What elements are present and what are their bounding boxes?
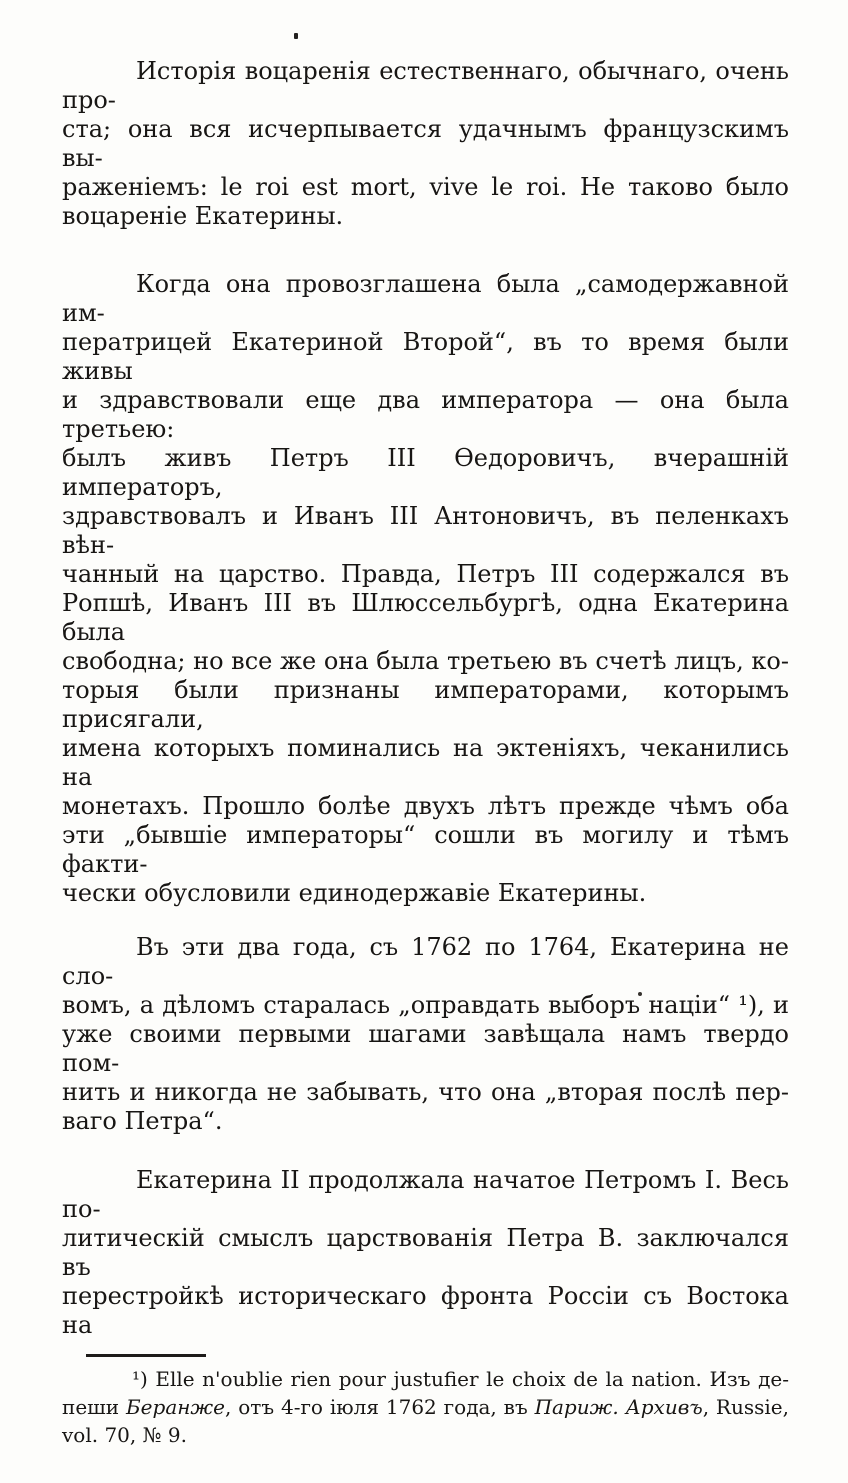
text-line: нить и никогда не забывать, что она „вторая послѣ пер- [62, 1078, 789, 1106]
text-block [62, 57, 789, 1449]
text-line: ператрицей Екатериной Второй“, въ то время были живы [62, 328, 789, 385]
footnote-italic-source: Париж. Архивъ [534, 1395, 703, 1419]
text-line: Когда она провозглашена была „самодержавной им- [62, 270, 789, 327]
paragraph-1 [62, 57, 789, 231]
text-line: эти „бывшіе императоры“ сошли въ могилу и тѣмъ факти- [62, 821, 789, 878]
text-line: торыя были признаны императорами, которымъ присягали, [62, 676, 789, 733]
text-line: литическій смыслъ царствованія Петра В. заключался въ [62, 1224, 789, 1281]
footnote-separator-rule [86, 1354, 206, 1357]
footnote-line: vol. 70, № 9. [62, 1423, 187, 1447]
footnote-line: ¹) Elle n'oublie rien pour justufier le choix de la nation. Изъ де- [132, 1367, 789, 1391]
text-line: воцареніе Екатерины. [62, 202, 344, 230]
text-line: имена которыхъ поминались на эктеніяхъ, чеканились на [62, 734, 789, 791]
text-line: уже своими первыми шагами завѣщала намъ твердо пом- [62, 1020, 789, 1077]
text-line: здравствовалъ и Иванъ III Антоновичъ, въ пеленкахъ вѣн- [62, 502, 789, 559]
text-line: чанный на царство. Правда, Петръ III содержался въ [62, 560, 789, 588]
paragraph-4 [62, 1166, 789, 1340]
footnote-text-segment: , Russie, [702, 1395, 789, 1419]
text-line: ста; она вся исчерпывается удачнымъ французскимъ вы- [62, 115, 789, 172]
text-line: и здравствовали еще два императора — она была третьею: [62, 386, 789, 443]
footnote-text-segment: пеши [62, 1395, 126, 1419]
text-line: Исторія воцаренія естественнаго, обычнаго, очень про- [62, 57, 789, 114]
paragraph-3 [62, 933, 789, 1136]
text-line: чески обусловили единодержавіе Екатерины. [62, 879, 647, 907]
text-line: Въ эти два года, съ 1762 по 1764, Екатерина не сло- [62, 933, 789, 990]
text-line: перестройкѣ историческаго фронта Россіи съ Востока на [62, 1282, 789, 1339]
text-line: былъ живъ Петръ III Ѳедоровичъ, вчерашній императоръ, [62, 444, 789, 501]
text-line: ваго Петра“. [62, 1107, 223, 1135]
footnote [62, 1365, 789, 1449]
text-line-with-footnote-ref: вомъ, а дѣломъ старалась „оправдать выборъ націи“ ¹), и [62, 991, 789, 1019]
paragraph-2 [62, 270, 789, 908]
text-line: монетахъ. Прошло болѣе двухъ лѣтъ прежде чѣмъ оба [62, 792, 789, 820]
text-line: Екатерина II продолжала начатое Петромъ I. Весь по- [62, 1166, 789, 1223]
text-line: свободна; но все же она была третьею въ счетѣ лицъ, ко- [62, 647, 789, 675]
ink-speck-top [294, 33, 298, 39]
text-line: раженіемъ: le roi est mort, vive le roi. Не таково было [62, 173, 789, 201]
text-line: Ропшѣ, Иванъ III въ Шлюссельбургѣ, одна Екатерина была [62, 589, 789, 646]
footnote-text-segment: , отъ 4-го іюля 1762 года, въ [225, 1395, 535, 1419]
footnote-italic-name: Беранже [125, 1395, 225, 1419]
footnote-line [62, 1393, 789, 1421]
